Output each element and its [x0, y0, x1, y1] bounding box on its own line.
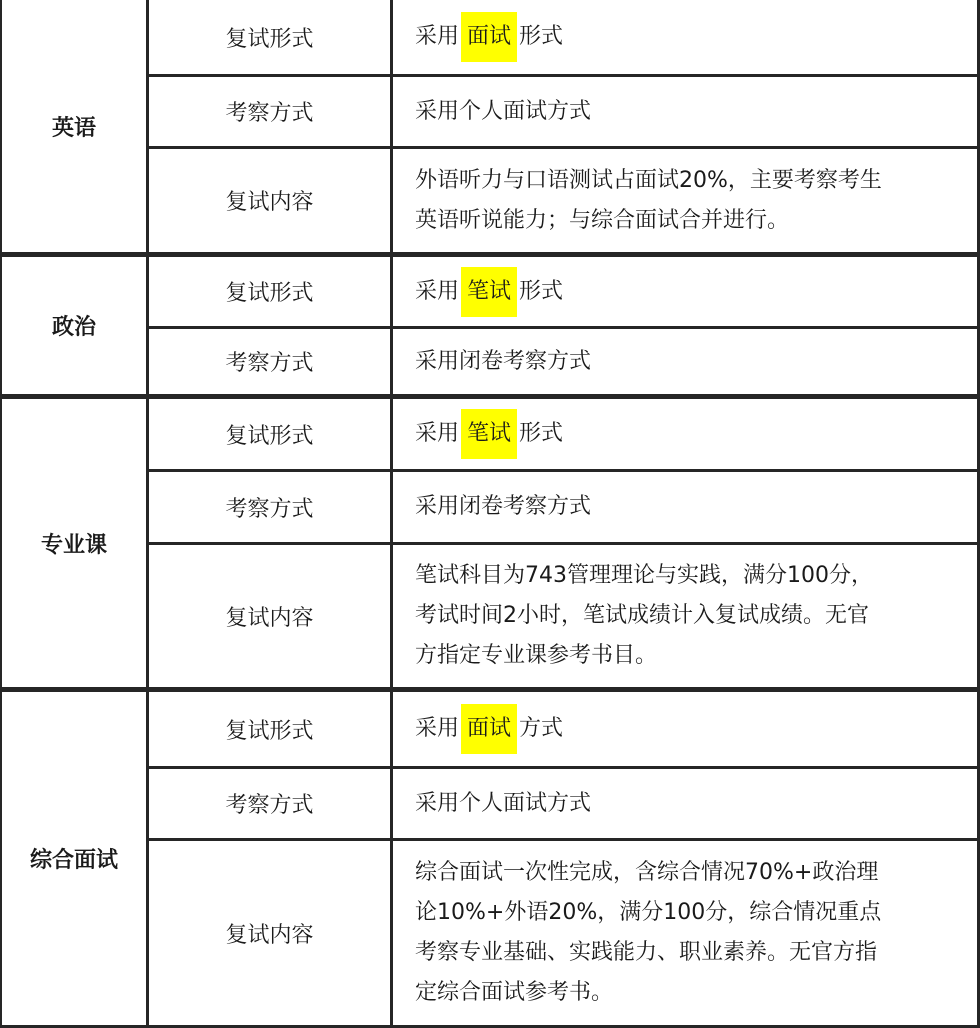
row-label: 复试内容: [225, 190, 314, 215]
row-label: 复试形式: [225, 423, 314, 449]
row-desc-cell: [393, 329, 977, 394]
desc-line: 方指定专业课参考书目。: [415, 643, 658, 668]
row-label: 复试内容: [225, 605, 314, 631]
desc-line: 考试时间2小时，笔试成绩计入复试成绩。无官: [415, 603, 869, 628]
row-label: 考察方式: [225, 101, 314, 126]
row-desc-cell: [393, 399, 977, 469]
row-desc-cell: [393, 472, 977, 542]
row-label: 复试形式: [225, 26, 314, 52]
row-desc-cell: [393, 841, 977, 1025]
desc-text: 采用闭卷考察方式: [415, 348, 592, 374]
subject-label: 综合面试: [29, 848, 118, 873]
highlighted-term: 笔试: [461, 267, 517, 317]
highlighted-term: 面试: [461, 704, 517, 754]
row-label-cell: [149, 472, 390, 542]
row-label: 考察方式: [225, 793, 314, 818]
desc-prefix: 采用: [415, 421, 460, 446]
desc-text: 采用个人面试方式: [415, 98, 592, 124]
desc-line: 英语听说能力；与综合面试合并进行。: [415, 207, 790, 233]
row-label-cell: [149, 257, 390, 326]
row-label: 复试形式: [225, 718, 314, 744]
row-desc-cell: [393, 257, 977, 326]
desc-line: 笔试科目为743管理理论与实践，满分100分，: [415, 563, 873, 588]
subject-label: 英语: [51, 115, 96, 141]
desc-text: 采用个人面试方式: [415, 790, 592, 816]
row-label: 考察方式: [225, 351, 314, 376]
desc-line: 综合面试一次性完成，含综合情况70%+政治理: [415, 860, 879, 885]
row-desc-cell: [393, 769, 977, 838]
desc-prefix: 采用: [415, 716, 460, 741]
row-label-cell: [149, 77, 390, 146]
desc-line: 论10%+外语20%，满分100分，综合情况重点: [415, 900, 882, 925]
row-desc-cell: [393, 545, 977, 687]
desc-prefix: 采用: [415, 24, 460, 49]
desc-text: 采用闭卷考察方式: [415, 494, 592, 519]
row-desc-cell: [393, 0, 977, 74]
row-desc-cell: [393, 77, 977, 146]
desc-line: 定综合面试参考书。: [415, 980, 614, 1005]
desc-suffix: 形式: [519, 421, 564, 446]
highlighted-term: 面试: [461, 12, 517, 62]
row-label: 复试内容: [225, 922, 314, 948]
subject-label: 政治: [51, 315, 96, 340]
row-label: 考察方式: [225, 496, 314, 522]
row-label-cell: [149, 841, 390, 1025]
row-label-cell: [149, 329, 390, 394]
row-desc-cell: [393, 692, 977, 766]
desc-suffix: 形式: [519, 24, 564, 49]
row-label: 复试形式: [225, 281, 314, 306]
desc-prefix: 采用: [415, 278, 460, 304]
row-label-cell: [149, 769, 390, 838]
desc-line: 考察专业基础、实践能力、职业素养。无官方指: [415, 940, 878, 965]
row-label-cell: [149, 692, 390, 766]
subject-cell: [2, 399, 146, 687]
subject-cell: [2, 0, 146, 252]
desc-suffix: 形式: [519, 278, 564, 304]
subject-label: 专业课: [40, 532, 107, 558]
desc-line: 外语听力与口语测试占面试20%，主要考察考生: [415, 167, 882, 193]
row-desc-cell: [393, 149, 977, 252]
subject-cell: [2, 692, 146, 1025]
row-label-cell: [149, 399, 390, 469]
highlighted-term: 笔试: [461, 409, 517, 459]
row-label-cell: [149, 0, 390, 74]
row-label-cell: [149, 149, 390, 252]
desc-suffix: 方式: [519, 716, 564, 741]
subject-cell: [2, 257, 146, 394]
row-label-cell: [149, 545, 390, 687]
